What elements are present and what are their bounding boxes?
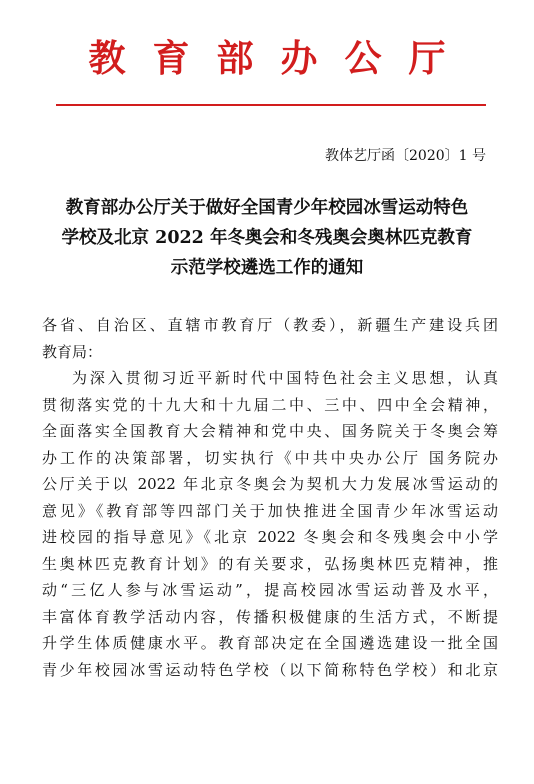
title-line: 示范学校遴选工作的通知	[170, 258, 364, 278]
title-line: 教育部办公厅关于做好全国青少年校园冰雪运动特色	[65, 198, 469, 218]
paragraph-line: 升学生体质健康水平。教育部决定在全国遴选建设一批全国	[42, 634, 498, 652]
paragraph-line: 青少年校园冰雪运动特色学校（以下简称特色学校）和北京	[42, 660, 498, 679]
document-title	[40, 193, 494, 283]
paragraph-line: 办工作的决策部署，切实执行《中共中央办公厅 国务院办	[42, 448, 498, 467]
paragraph-line: 动“三亿人参与冰雪运动”，提高校园冰雪运动普及水平，	[42, 581, 498, 599]
masthead	[0, 28, 534, 88]
paragraph-line: 意见》《教育部等四部门关于加快推进全国青少年冰雪运动	[42, 501, 498, 520]
paragraph-line: 进校园的指导意见》《北京 2022 冬奥会和冬残奥会中小学	[42, 528, 498, 546]
document-number: 教体艺厅函〔2020〕1 号	[325, 148, 486, 164]
title-line: 学校及北京 2022 年冬奥会和冬残奥会奥林匹克教育	[61, 228, 473, 248]
paragraph-line: 丰富体育教学活动内容，传播积极健康的生活方式，不断提	[42, 607, 498, 626]
paragraph-line: 贯彻落实党的十九大和十九届二中、三中、四中全会精神，	[42, 395, 498, 414]
salutation-line: 各省、自治区、直辖市教育厅（教委），新疆生产建设兵团	[42, 316, 498, 334]
paragraph-line: 公厅关于以 2022 年北京冬奥会为契机大力发展冰雪运动的	[42, 475, 498, 493]
salutation-line: 教育局：	[42, 342, 103, 361]
paragraph-line: 生奥林匹克教育计划》的有关要求，弘扬奥林匹克精神，推	[42, 554, 498, 573]
masthead-title: 教育部办公厅	[88, 36, 473, 80]
paragraph-line: 为深入贯彻习近平新时代中国特色社会主义思想，认真	[72, 369, 498, 387]
document-body	[42, 312, 498, 683]
paragraph-line: 全面落实全国教育大会精神和党中央、国务院关于冬奥会筹	[42, 422, 498, 440]
masthead-red-rule	[56, 104, 486, 106]
